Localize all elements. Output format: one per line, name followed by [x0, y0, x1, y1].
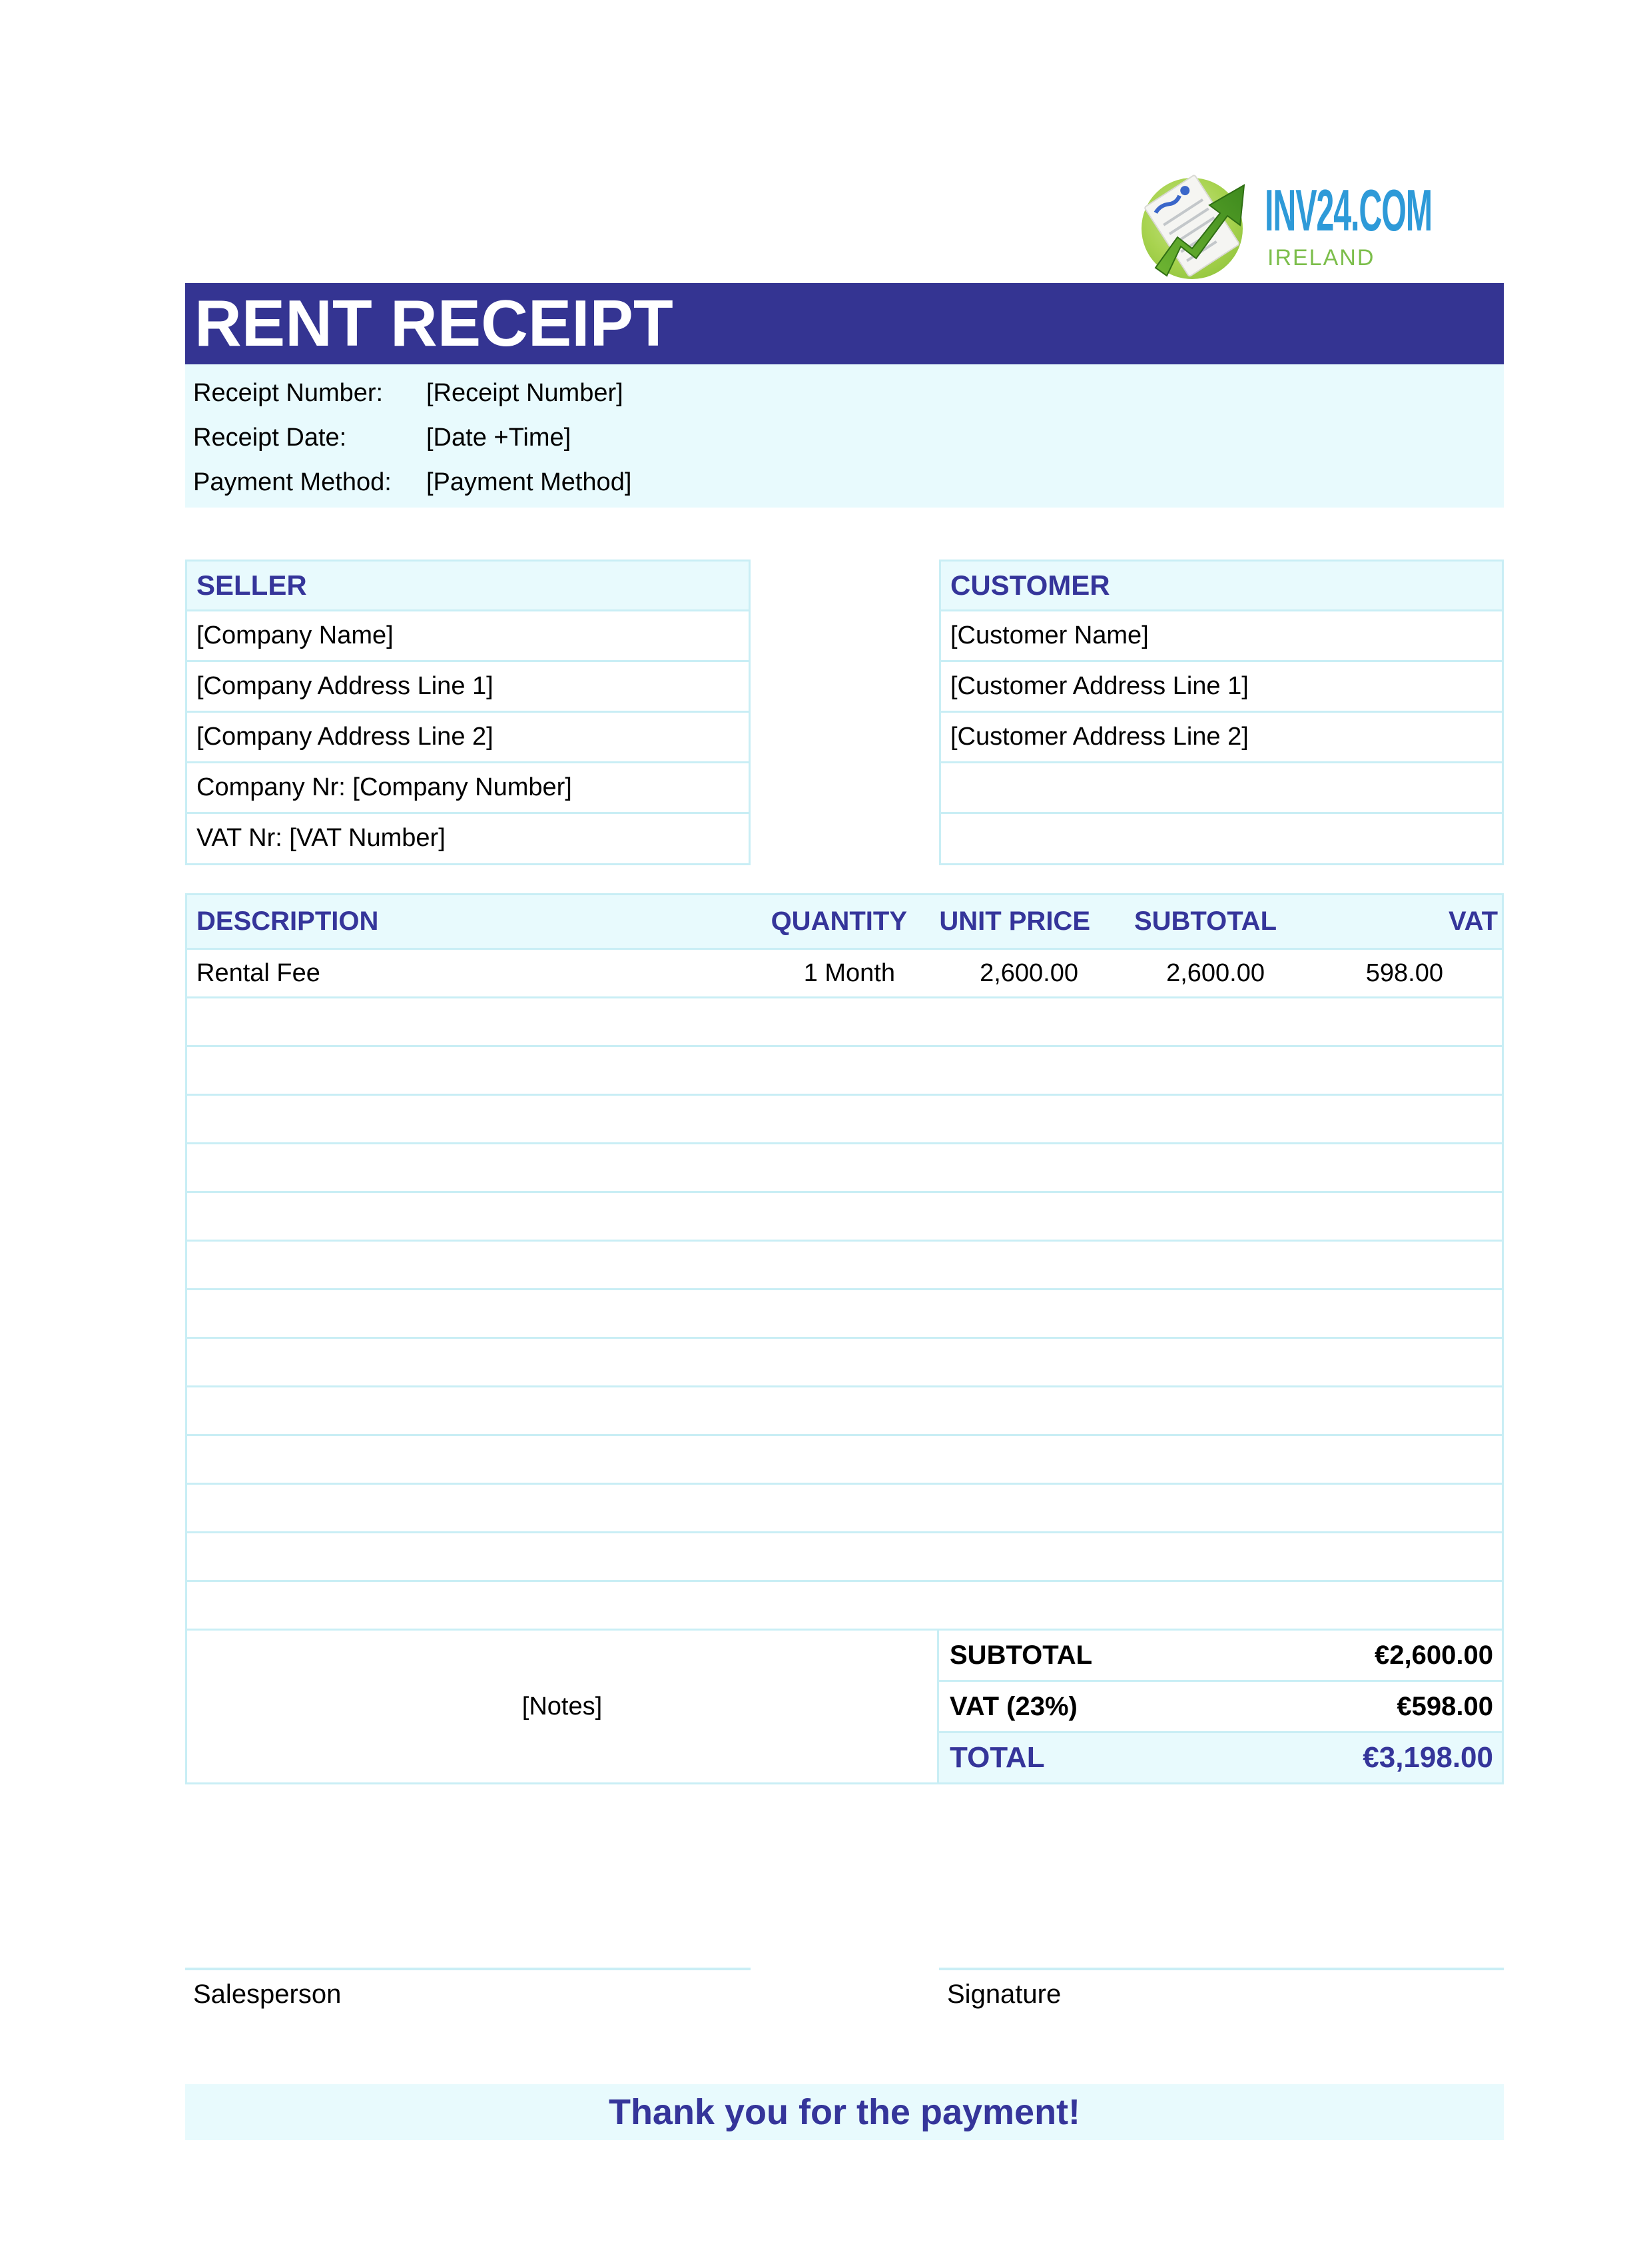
seller-row: VAT Nr: [VAT Number]: [187, 814, 749, 863]
table-row-empty: [187, 1096, 1502, 1144]
table-row-empty: [187, 1242, 1502, 1290]
cell-unit-price: 2,600.00: [980, 958, 1078, 987]
customer-panel: [939, 560, 1504, 865]
items-table-rows: [187, 950, 1502, 1631]
items-table-header: [187, 893, 1502, 950]
notes-placeholder: [Notes]: [521, 1692, 603, 1720]
col-header-subtotal: SUBTOTAL: [1134, 907, 1277, 936]
customer-row: [Customer Name]: [941, 611, 1502, 662]
customer-row: [Customer Address Line 1]: [941, 662, 1502, 713]
col-header-quantity: QUANTITY: [771, 907, 907, 936]
logo-text: [1265, 177, 1461, 271]
table-row-empty: [187, 1144, 1502, 1193]
meta-label: Receipt Number:: [193, 379, 384, 407]
totals-row: [939, 1682, 1502, 1733]
cell-quantity: 1 Month: [803, 958, 895, 987]
col-header-description: DESCRIPTION: [196, 907, 379, 936]
customer-heading: CUSTOMER: [941, 562, 1502, 611]
meta-row: [193, 460, 1504, 505]
table-row-empty: [187, 1387, 1502, 1436]
table-row: [187, 950, 1502, 998]
cell-vat: 598.00: [1365, 958, 1443, 987]
table-row-empty: [187, 1339, 1502, 1387]
title-bar: [185, 283, 1504, 364]
signature-line: [939, 1968, 1504, 1970]
salesperson-block: [185, 1968, 751, 2010]
seller-heading: SELLER: [187, 562, 749, 611]
inv24-logo-icon: [1139, 167, 1255, 286]
meta-row: [193, 416, 1504, 460]
totals-value: €598.00: [1397, 1691, 1493, 1721]
totals-row: [939, 1733, 1502, 1784]
seller-row: Company Nr: [Company Number]: [187, 763, 749, 814]
seller-row: [Company Address Line 1]: [187, 662, 749, 713]
logo-brand: INV24.COM: [1265, 177, 1432, 243]
salesperson-signature-line: [185, 1968, 751, 1970]
table-row-empty: [187, 998, 1502, 1047]
customer-row: [941, 814, 1502, 863]
table-row-empty: [187, 1290, 1502, 1339]
table-row-empty: [187, 1582, 1502, 1631]
customer-rows: [941, 611, 1502, 863]
cell-subtotal: 2,600.00: [1166, 958, 1265, 987]
meta-label: Payment Method:: [193, 468, 392, 496]
meta-row: [193, 371, 1504, 416]
inv24-logo: [1139, 160, 1461, 286]
cell-description: Rental Fee: [196, 958, 320, 987]
totals-row: [939, 1631, 1502, 1682]
totals-label: TOTAL: [950, 1741, 1045, 1774]
thank-you-text: Thank you for the payment!: [608, 2092, 1081, 2132]
page-title: RENT RECEIPT: [194, 286, 673, 360]
table-row-empty: [187, 1047, 1502, 1096]
salesperson-label: Salesperson: [193, 1980, 342, 2009]
seller-rows: [187, 611, 749, 863]
logo-row: [185, 160, 1504, 283]
table-row-empty: [187, 1485, 1502, 1533]
totals-column: [939, 1631, 1504, 1784]
meta-value: [Date +Time]: [426, 424, 571, 452]
meta-value: [Payment Method]: [426, 468, 632, 496]
logo-region: IRELAND: [1267, 245, 1375, 270]
customer-row: [941, 763, 1502, 814]
totals-value: €2,600.00: [1375, 1640, 1493, 1670]
receipt-meta: [185, 364, 1504, 508]
seller-row: [Company Name]: [187, 611, 749, 662]
table-row-empty: [187, 1436, 1502, 1485]
totals-label: SUBTOTAL: [950, 1640, 1093, 1670]
totals-label: VAT (23%): [950, 1691, 1078, 1721]
meta-label: Receipt Date:: [193, 424, 347, 452]
customer-row: [Customer Address Line 2]: [941, 713, 1502, 763]
seller-panel: [185, 560, 751, 865]
totals-section: [185, 1631, 1504, 1784]
seller-row: [Company Address Line 2]: [187, 713, 749, 763]
meta-value: [Receipt Number]: [426, 379, 623, 407]
page-content: [185, 0, 1504, 2140]
thank-you-banner: [185, 2084, 1504, 2140]
table-row-empty: [187, 1533, 1502, 1582]
notes-cell: [185, 1631, 939, 1784]
table-row-empty: [187, 1193, 1502, 1242]
signature-block: [939, 1968, 1504, 2010]
col-header-vat: VAT: [1448, 907, 1498, 936]
signature-label: Signature: [947, 1980, 1062, 2009]
totals-value: €3,198.00: [1363, 1741, 1493, 1774]
items-table: [185, 893, 1504, 1631]
col-header-unit-price: UNIT PRICE: [939, 907, 1090, 936]
signatures-section: [185, 1968, 1504, 2010]
parties-section: [185, 560, 1504, 865]
